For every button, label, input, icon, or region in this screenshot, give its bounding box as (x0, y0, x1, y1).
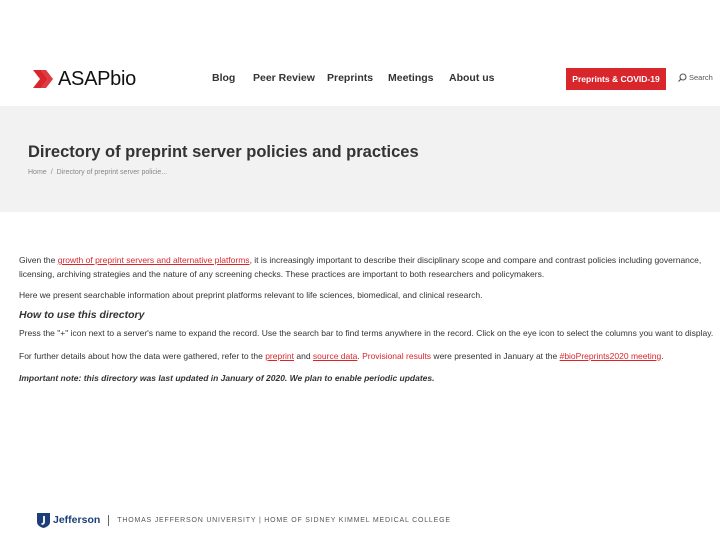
source-data-link[interactable]: source data (312, 351, 358, 361)
jefferson-shield-icon (37, 513, 50, 528)
logo-text: ASAPbio (58, 67, 136, 90)
growth-of-preprint-servers-link[interactable]: growth of preprint servers and alternative platforms (57, 255, 250, 265)
site-header (0, 0, 720, 106)
footer-divider (108, 515, 109, 526)
jefferson-footer (37, 512, 451, 528)
nav-about-us[interactable]: About us (449, 72, 495, 84)
nav-blog[interactable]: Blog (212, 72, 236, 84)
preprints-covid-button[interactable]: Preprints & COVID-19 (566, 68, 666, 90)
jefferson-name: Jefferson (53, 514, 101, 526)
asapbio-logo[interactable] (33, 66, 136, 92)
instructions-paragraph: Press the "+" icon next to a server's name to expand the record. Use the search bar to find terms anywhere in the record. Click on the eye icon to select the columns you want to display. (19, 328, 714, 338)
scope-paragraph: Here we present searchable information about preprint platforms relevant to life sciences, biomedical, and clinical research. (19, 290, 483, 300)
intro-paragraph: Given the growth of preprint servers and alternative platforms, it is increasingly important to describe their disciplinary scope and compare and contrast policies including governance, licensing, archiving strategies and the nature of any screening checks. These practices are important to both researchers and policymakers. (19, 255, 702, 279)
logo-arrow-icon (33, 70, 55, 88)
breadcrumb-separator: / (50, 169, 53, 176)
search-label: Search (689, 73, 713, 82)
nav-peer-review[interactable]: Peer Review (253, 72, 315, 84)
biopreprints2020-meeting-link[interactable]: #bioPreprints2020 meeting (559, 351, 662, 361)
footer-tagline: THOMAS JEFFERSON UNIVERSITY | HOME OF SIDNEY KIMMEL MEDICAL COLLEGE (117, 516, 451, 524)
important-note: Important note: this directory was last updated in January of 2020. We plan to enable periodic updates. (19, 373, 435, 383)
details-paragraph: For further details about how the data were gathered, refer to the preprint and source data. Provisional results were presented in January at the #bioPreprints2020 meeting. (19, 351, 664, 361)
main-content (19, 253, 713, 385)
breadcrumb-current: Directory of preprint server policie... (56, 169, 168, 176)
how-to-use-heading: How to use this directory (19, 309, 145, 321)
page-title: Directory of preprint server policies and practices (28, 143, 419, 161)
nav-preprints[interactable]: Preprints (327, 72, 374, 84)
provisional-results-link[interactable]: Provisional results (362, 351, 432, 361)
preprint-link[interactable]: preprint (265, 351, 295, 361)
search-button[interactable] (678, 73, 713, 82)
search-icon (678, 73, 687, 82)
breadcrumb (28, 169, 167, 176)
nav-meetings[interactable]: Meetings (388, 72, 434, 84)
breadcrumb-home[interactable]: Home (28, 169, 47, 176)
